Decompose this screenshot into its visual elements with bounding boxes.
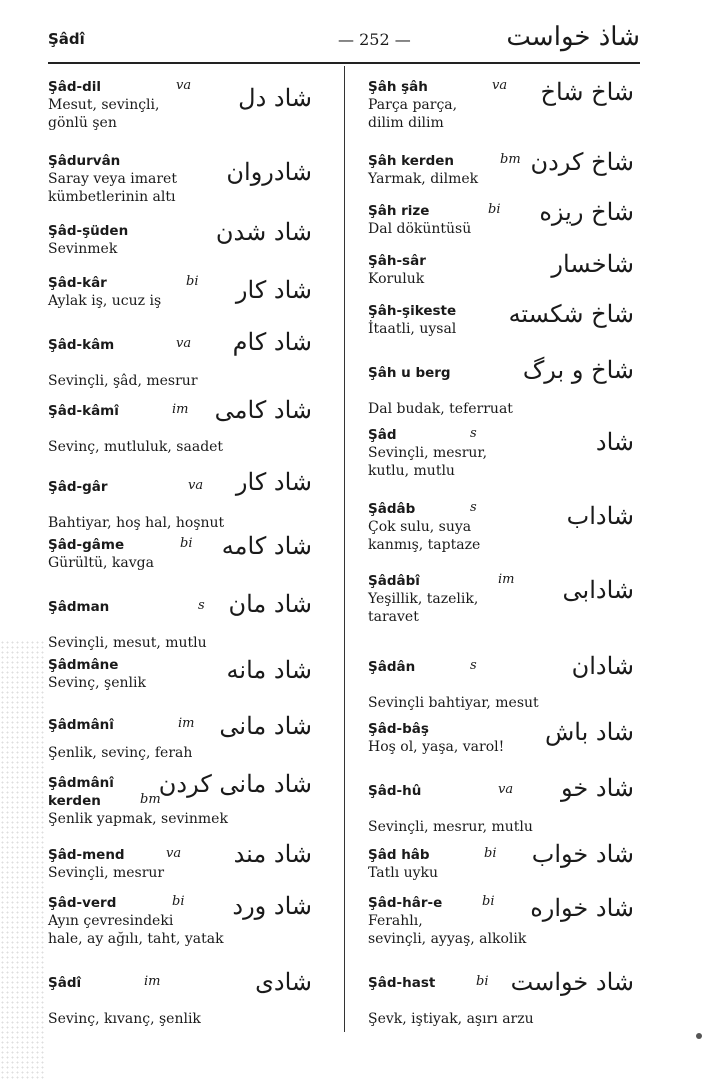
entry-definition: Sevinç, şenlik: [48, 675, 146, 691]
entry: [368, 652, 640, 712]
entry-abbr: bm: [140, 792, 161, 807]
entry-abbr: bi: [484, 846, 497, 861]
entry-abbr: bi: [482, 894, 495, 909]
entry-abbr: bi: [180, 536, 193, 551]
entry-headword: Şâd-gâr: [48, 479, 108, 495]
entry: [48, 78, 318, 132]
entry-definition: [368, 800, 640, 818]
entry-definition: kutlu, mutlu: [368, 463, 455, 479]
entry-arabic: شاد مان: [228, 590, 312, 618]
entry-headword: Şâh-şikeste: [368, 303, 457, 319]
entry: [48, 770, 318, 828]
entry-definition: Sevinmek: [48, 241, 118, 257]
entry: [368, 840, 640, 882]
entry: [48, 590, 318, 652]
entry-definition: Sevinç, kıvanç, şenlik: [48, 1011, 201, 1027]
entry: [48, 218, 318, 258]
entry-headword: Şâd-verd: [48, 895, 117, 911]
entry-abbr: va: [498, 782, 514, 797]
entry: [368, 426, 640, 480]
scan-noise: [0, 640, 44, 1080]
entry-definition: Koruluk: [368, 271, 425, 287]
entry-definition: Yarmak, dilmek: [368, 171, 479, 187]
entry: [368, 252, 640, 288]
entry-arabic: شاد: [595, 428, 634, 456]
entry-arabic: شادابى: [562, 576, 634, 604]
entry: [48, 274, 318, 310]
entry-headword: Şâh rize: [368, 203, 430, 219]
entry-headword: Şâdman: [48, 599, 110, 615]
entry-arabic: شاد مانى: [219, 712, 312, 740]
entry: [368, 720, 640, 756]
entry-arabic: شاد ورد: [232, 892, 312, 920]
entry: [368, 356, 640, 418]
page-number: — 252 —: [338, 30, 411, 49]
entry-headword: Şâd-hast: [368, 975, 436, 991]
entry: [368, 894, 640, 948]
entry: [48, 968, 318, 1028]
entry-definition: [48, 496, 318, 514]
entry-definition: Tatlı uyku: [368, 865, 439, 881]
entry-arabic: شادى: [255, 968, 312, 996]
entry-abbr: bm: [500, 152, 521, 167]
entry-definition: Sevinçli, şâd, mesrur: [48, 373, 198, 389]
entry: [48, 328, 318, 390]
entry-abbr: va: [176, 78, 192, 93]
entry: [48, 712, 318, 762]
entry-definition: kanmış, taptaze: [368, 537, 481, 553]
entry-headword: Şâh şâh: [368, 79, 428, 95]
entry: [368, 198, 640, 238]
entry-definition: Mesut, sevinçli,: [48, 97, 160, 113]
entry: [368, 302, 640, 338]
entry: [48, 532, 318, 572]
entry-abbr: im: [172, 402, 189, 417]
entry-arabic: شاد مانه: [226, 656, 312, 684]
entry-abbr: s: [470, 658, 477, 673]
entry-definition: Yeşillik, tazelik,: [368, 591, 479, 607]
entry-abbr: im: [498, 572, 515, 587]
entry-definition: kümbetlerinin altı: [48, 189, 176, 205]
entry-definition: Şenlik yapmak, sevinmek: [48, 811, 228, 827]
entry-abbr: va: [492, 78, 508, 93]
entry-headword: Şâd-gâme: [48, 537, 125, 553]
header-rule: [48, 62, 640, 64]
entry-definition: gönlü şen: [48, 115, 117, 131]
entry-headword: Şâd-dil: [48, 79, 102, 95]
entry-arabic: شاخ و برگ: [522, 356, 634, 384]
entry: [368, 148, 640, 188]
entry-headword: Şâdurvân: [48, 153, 121, 169]
entry-arabic: شاد كامه: [221, 532, 312, 560]
entry-definition: Şevk, iştiyak, aşırı arzu: [368, 1011, 534, 1027]
entry-headword: Şâdâb: [368, 501, 416, 517]
entry: [48, 894, 318, 948]
entry-headword: Şâd-hû: [368, 783, 422, 799]
entry-headword: Şâdân: [368, 659, 416, 675]
entry-abbr: s: [198, 598, 205, 613]
column-divider: [344, 66, 345, 1032]
entry-definition: Çok sulu, suya: [368, 519, 472, 535]
running-head-right: شاذ خواست: [506, 22, 640, 52]
entry-arabic: شاد خو: [561, 774, 634, 802]
entry-arabic: شاد خواره: [530, 894, 634, 922]
entry-headword: Şâd-kâm: [48, 337, 115, 353]
entry-definition: Sevinç, mutluluk, saadet: [48, 439, 224, 455]
scan-speck: [696, 1033, 702, 1039]
entry-abbr: im: [178, 716, 195, 731]
entry-arabic: شاداب: [566, 502, 634, 530]
running-head-left: Şâdî: [48, 30, 85, 48]
entry-abbr: s: [470, 500, 477, 515]
entry: [368, 968, 640, 1028]
entry: [48, 152, 318, 206]
entry-definition: hale, ay ağılı, taht, yatak: [48, 931, 224, 947]
entry-headword: Şâd-hâr-e: [368, 895, 443, 911]
entry-arabic: شاخ شاخ: [540, 78, 634, 106]
entry-definition: Ferahlı,: [368, 913, 423, 929]
entry-headword: Şâd-bâş: [368, 721, 429, 737]
entry-definition: Aylak iş, ucuz iş: [48, 293, 162, 309]
entry-arabic: شادروان: [226, 158, 312, 186]
entry-abbr: bi: [476, 974, 489, 989]
entry-headword: Şâh u berg: [368, 365, 451, 381]
entry-headword-continued: kerden: [48, 793, 101, 809]
entry-arabic: شاد كار: [235, 276, 312, 304]
entry-definition: taravet: [368, 609, 419, 625]
entry-arabic: شاد دل: [238, 84, 312, 112]
entry-definition: Saray veya imaret: [48, 171, 177, 187]
entry-headword: Şâd-şüden: [48, 223, 129, 239]
entry-arabic: شاخ شكسته: [508, 300, 634, 328]
entry-definition: Sevinçli bahtiyar, mesut: [368, 695, 539, 711]
entry-abbr: bi: [186, 274, 199, 289]
entry-headword: Şâdmânî: [48, 775, 114, 791]
entry-definition: [48, 616, 318, 634]
entry-abbr: bi: [488, 202, 501, 217]
entry-arabic: شاد كام: [232, 328, 312, 356]
entry-arabic: شاد مانى كردن: [158, 770, 312, 798]
entry-arabic: شاخ ريزه: [539, 198, 634, 226]
entry-arabic: شادان: [571, 652, 634, 680]
entry-definition: dilim dilim: [368, 115, 444, 131]
entry-headword: Şâd-kâr: [48, 275, 107, 291]
entry-arabic: شاخسار: [551, 250, 634, 278]
entry-definition: Bahtiyar, hoş hal, hoşnut: [48, 515, 225, 531]
entry-abbr: va: [176, 336, 192, 351]
entry-arabic: شاد خواست: [510, 968, 634, 996]
entry-abbr: im: [144, 974, 161, 989]
entry: [368, 500, 640, 554]
entry-arabic: شاد شدن: [215, 218, 312, 246]
entry-abbr: bi: [172, 894, 185, 909]
entry-headword: Şâd-kâmî: [48, 403, 119, 419]
entry-definition: Şenlik, sevinç, ferah: [48, 745, 193, 761]
entry-definition: Ayın çevresindeki: [48, 913, 174, 929]
entry-definition: Sevinçli, mesut, mutlu: [48, 635, 207, 651]
entry-arabic: شاد خواب: [531, 840, 634, 868]
entry-definition: Hoş ol, yaşa, varol!: [368, 739, 505, 755]
entry-headword: Şâdmâne: [48, 657, 119, 673]
entry-headword: Şâd-mend: [48, 847, 125, 863]
entry-headword: Şâd hâb: [368, 847, 430, 863]
entry-abbr: va: [166, 846, 182, 861]
entry-arabic: شاد مند: [233, 840, 312, 868]
entry-definition: Parça parça,: [368, 97, 458, 113]
entry-headword: Şâd: [368, 427, 397, 443]
entry-headword: Şâdî: [48, 975, 82, 991]
entry: [48, 468, 318, 532]
entry-definition: İtaatli, uysal: [368, 321, 457, 337]
entry: [368, 572, 640, 626]
entry-definition: Gürültü, kavga: [48, 555, 154, 571]
entry: [368, 774, 640, 836]
entry-definition: Sevinçli, mesrur: [48, 865, 165, 881]
entry: [48, 396, 318, 456]
entry-headword: Şâh kerden: [368, 153, 455, 169]
entry: [48, 656, 318, 692]
entry: [368, 78, 640, 132]
entry-definition: Sevinçli, mesrur, mutlu: [368, 819, 533, 835]
entry-definition: Dal döküntüsü: [368, 221, 472, 237]
entry-definition: sevinçli, ayyaş, alkolik: [368, 931, 527, 947]
entry-definition: [48, 354, 318, 372]
entry-headword: Şâdmânî: [48, 717, 114, 733]
page-header: [48, 22, 640, 62]
entry-definition: Dal budak, teferruat: [368, 401, 513, 417]
entry-arabic: شاد باش: [544, 718, 634, 746]
entry-abbr: s: [470, 426, 477, 441]
entry-definition: [368, 382, 640, 400]
entry-headword: Şâh-sâr: [368, 253, 426, 269]
entry-arabic: شاد كار: [235, 468, 312, 496]
entry-arabic: شاد كامى: [214, 396, 312, 424]
entry-abbr: va: [188, 478, 204, 493]
entry-arabic: شاخ كردن: [530, 148, 634, 176]
entry-definition: Sevinçli, mesrur,: [368, 445, 488, 461]
entry-headword: Şâdâbî: [368, 573, 420, 589]
entry: [48, 840, 318, 882]
